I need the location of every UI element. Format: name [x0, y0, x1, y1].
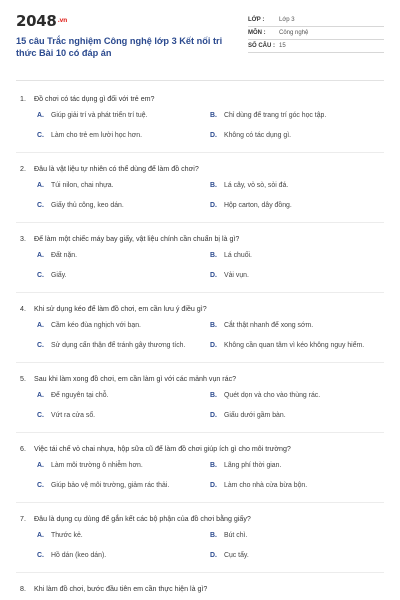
answer-option[interactable]	[37, 462, 210, 471]
answer-options	[37, 182, 384, 211]
option-letter: A.	[37, 322, 44, 330]
option-letter: C.	[37, 342, 44, 350]
option-letter: D.	[210, 202, 217, 210]
question-text-row	[16, 585, 384, 594]
option-letter: C.	[37, 412, 44, 420]
answer-option[interactable]	[37, 112, 210, 121]
option-letter: D.	[210, 272, 217, 280]
option-letter: A.	[37, 112, 44, 120]
answer-option[interactable]	[210, 392, 383, 401]
answer-option[interactable]	[210, 462, 383, 471]
option-text: Lãng phí thời gian.	[224, 462, 282, 470]
option-letter: A.	[37, 462, 44, 470]
option-letter: A.	[37, 182, 44, 190]
option-letter: D.	[210, 412, 217, 420]
question-text: Đâu là vật liệu tự nhiên có thể dùng để làm đồ chơi?	[34, 165, 199, 173]
option-text: Giúp giải trí và phát triển trí tuệ.	[51, 112, 148, 120]
question-text-row	[16, 165, 384, 174]
document-title: 15 câu Trắc nghiệm Công nghệ lớp 3 Kết nối tri thức Bài 10 có đáp án	[16, 36, 223, 58]
answer-option[interactable]	[37, 182, 210, 191]
answer-option[interactable]	[37, 412, 210, 421]
answer-option[interactable]	[37, 132, 210, 141]
option-text: Để nguyên tại chỗ.	[51, 392, 109, 400]
question-text: Đồ chơi có tác dụng gì đối với trẻ em?	[34, 95, 155, 103]
option-letter: C.	[37, 272, 44, 280]
option-letter: B.	[210, 392, 217, 400]
option-text: Vứt ra cửa sổ.	[51, 412, 96, 420]
option-text: Làm môi trường ô nhiễm hơn.	[51, 462, 143, 470]
question-item	[16, 515, 384, 573]
option-text: Hộp carton, dây đồng.	[224, 202, 292, 210]
meta-value: Lớp 3	[279, 17, 295, 23]
question-item	[16, 375, 384, 433]
answer-option[interactable]	[210, 342, 383, 351]
option-text: Không cần quan tâm vì kéo không nguy hiểm.	[224, 342, 365, 350]
question-divider	[16, 362, 384, 363]
question-number: 2.	[20, 165, 26, 173]
question-item	[16, 95, 384, 153]
answer-option[interactable]	[210, 412, 383, 421]
option-letter: B.	[210, 252, 217, 260]
answer-option[interactable]	[210, 482, 383, 491]
question-number: 5.	[20, 375, 26, 383]
option-letter: D.	[210, 342, 217, 350]
option-text: Giấy.	[51, 272, 67, 280]
header-left	[16, 12, 244, 70]
answer-option[interactable]	[210, 202, 383, 211]
question-text-row	[16, 235, 384, 244]
option-letter: B.	[210, 112, 217, 120]
meta-row-count	[248, 40, 384, 53]
answer-options	[37, 112, 384, 141]
meta-row-subject	[248, 27, 384, 40]
option-letter: B.	[210, 532, 217, 540]
question-number: 8.	[20, 585, 26, 593]
meta-value: Công nghệ	[279, 30, 309, 36]
answer-option[interactable]	[37, 532, 210, 541]
question-text-row	[16, 305, 384, 314]
answer-options	[37, 462, 384, 491]
answer-options	[37, 322, 384, 351]
meta-label: SỐ CÂU :	[248, 43, 275, 49]
answer-option[interactable]	[210, 552, 383, 561]
option-text: Cầm kéo đùa nghịch với bạn.	[51, 322, 141, 330]
meta-label: LỚP :	[248, 17, 265, 23]
answer-options	[37, 532, 384, 561]
site-logo[interactable]	[16, 12, 244, 30]
logo-sub: .vn	[57, 17, 68, 24]
question-text: Sau khi làm xong đồ chơi, em cần làm gì với các mảnh vụn rác?	[34, 375, 237, 383]
answer-option[interactable]	[37, 552, 210, 561]
option-text: Làm cho nhà cửa bừa bộn.	[224, 482, 308, 490]
question-text-row	[16, 95, 384, 104]
question-divider	[16, 292, 384, 293]
meta-row-class	[248, 14, 384, 27]
answer-option[interactable]	[37, 272, 210, 281]
answer-option[interactable]	[210, 532, 383, 541]
option-text: Hồ dán (keo dán).	[51, 552, 107, 560]
answer-options	[37, 252, 384, 281]
answer-option[interactable]	[210, 252, 383, 261]
meta-info	[248, 12, 384, 70]
logo-main: 2048	[16, 12, 57, 30]
option-letter: B.	[210, 322, 217, 330]
answer-options	[37, 392, 384, 421]
option-text: Giấu dưới gầm bàn.	[224, 412, 286, 420]
meta-value: 15	[279, 43, 286, 49]
question-text-row	[16, 445, 384, 454]
option-text: Túi nilon, chai nhựa.	[51, 182, 114, 190]
answer-option[interactable]	[210, 322, 383, 331]
answer-option[interactable]	[37, 322, 210, 331]
answer-option[interactable]	[37, 482, 210, 491]
option-letter: C.	[37, 482, 44, 490]
option-letter: D.	[210, 132, 217, 140]
option-text: Sử dụng cẩn thận để tránh gây thương tích.	[51, 342, 186, 350]
option-text: Thước kẻ.	[51, 532, 83, 540]
answer-option[interactable]	[37, 392, 210, 401]
answer-option[interactable]	[210, 112, 383, 121]
question-divider	[16, 502, 384, 503]
option-text: Giúp bảo vệ môi trường, giảm rác thải.	[51, 482, 170, 490]
option-letter: C.	[37, 202, 44, 210]
option-letter: A.	[37, 392, 44, 400]
question-divider	[16, 152, 384, 153]
option-text: Không có tác dụng gì.	[224, 132, 292, 140]
option-letter: B.	[210, 462, 217, 470]
option-text: Làm cho trẻ em lười học hơn.	[51, 132, 143, 140]
question-text: Việc tái chế vỏ chai nhựa, hộp sữa cũ để làm đồ chơi giúp ích gì cho môi trường?	[34, 445, 291, 453]
question-list	[16, 95, 384, 594]
option-text: Lá cây, vỏ sò, sỏi đá.	[224, 182, 289, 190]
option-text: Cục tẩy.	[224, 552, 249, 560]
answer-option[interactable]	[37, 342, 210, 351]
question-item	[16, 305, 384, 363]
question-text: Khi sử dụng kéo để làm đồ chơi, em cần lưu ý điều gì?	[34, 305, 207, 313]
question-item	[16, 235, 384, 293]
meta-label: MÔN :	[248, 30, 266, 36]
option-letter: B.	[210, 182, 217, 190]
answer-option[interactable]	[37, 252, 210, 261]
question-text: Đâu là dụng cụ dùng để gắn kết các bộ phận của đồ chơi bằng giấy?	[34, 515, 251, 523]
question-text-row	[16, 375, 384, 384]
option-letter: D.	[210, 552, 217, 560]
document-header	[16, 12, 384, 70]
option-letter: A.	[37, 252, 44, 260]
question-text-row	[16, 515, 384, 524]
option-text: Đất nặn.	[51, 252, 78, 260]
option-text: Cắt thật nhanh để xong sớm.	[224, 322, 314, 330]
option-text: Giấy thủ công, keo dán.	[51, 202, 124, 210]
answer-option[interactable]	[37, 202, 210, 211]
question-item	[16, 165, 384, 223]
option-letter: D.	[210, 482, 217, 490]
option-letter: C.	[37, 132, 44, 140]
question-text: Khi làm đồ chơi, bước đầu tiên em cần thực hiện là gì?	[34, 585, 208, 593]
question-divider	[16, 432, 384, 433]
question-number: 1.	[20, 95, 26, 103]
option-text: Lá chuối.	[224, 252, 252, 260]
question-number: 7.	[20, 515, 26, 523]
question-item	[16, 445, 384, 503]
question-item	[16, 585, 384, 594]
option-letter: A.	[37, 532, 44, 540]
option-text: Chỉ dùng để trang trí góc học tập.	[224, 112, 327, 120]
option-letter: C.	[37, 552, 44, 560]
option-text: Quét dọn và cho vào thùng rác.	[224, 392, 321, 400]
option-text: Vải vụn.	[224, 272, 249, 280]
option-text: Bút chì.	[224, 532, 248, 540]
question-number: 4.	[20, 305, 26, 313]
answer-option[interactable]	[210, 182, 383, 191]
question-text: Để làm một chiếc máy bay giấy, vật liệu chính cần chuẩn bị là gì?	[34, 235, 240, 243]
header-divider	[16, 80, 384, 81]
answer-option[interactable]	[210, 272, 383, 281]
question-divider	[16, 222, 384, 223]
question-number: 3.	[20, 235, 26, 243]
answer-option[interactable]	[210, 132, 383, 141]
question-number: 6.	[20, 445, 26, 453]
question-divider	[16, 572, 384, 573]
